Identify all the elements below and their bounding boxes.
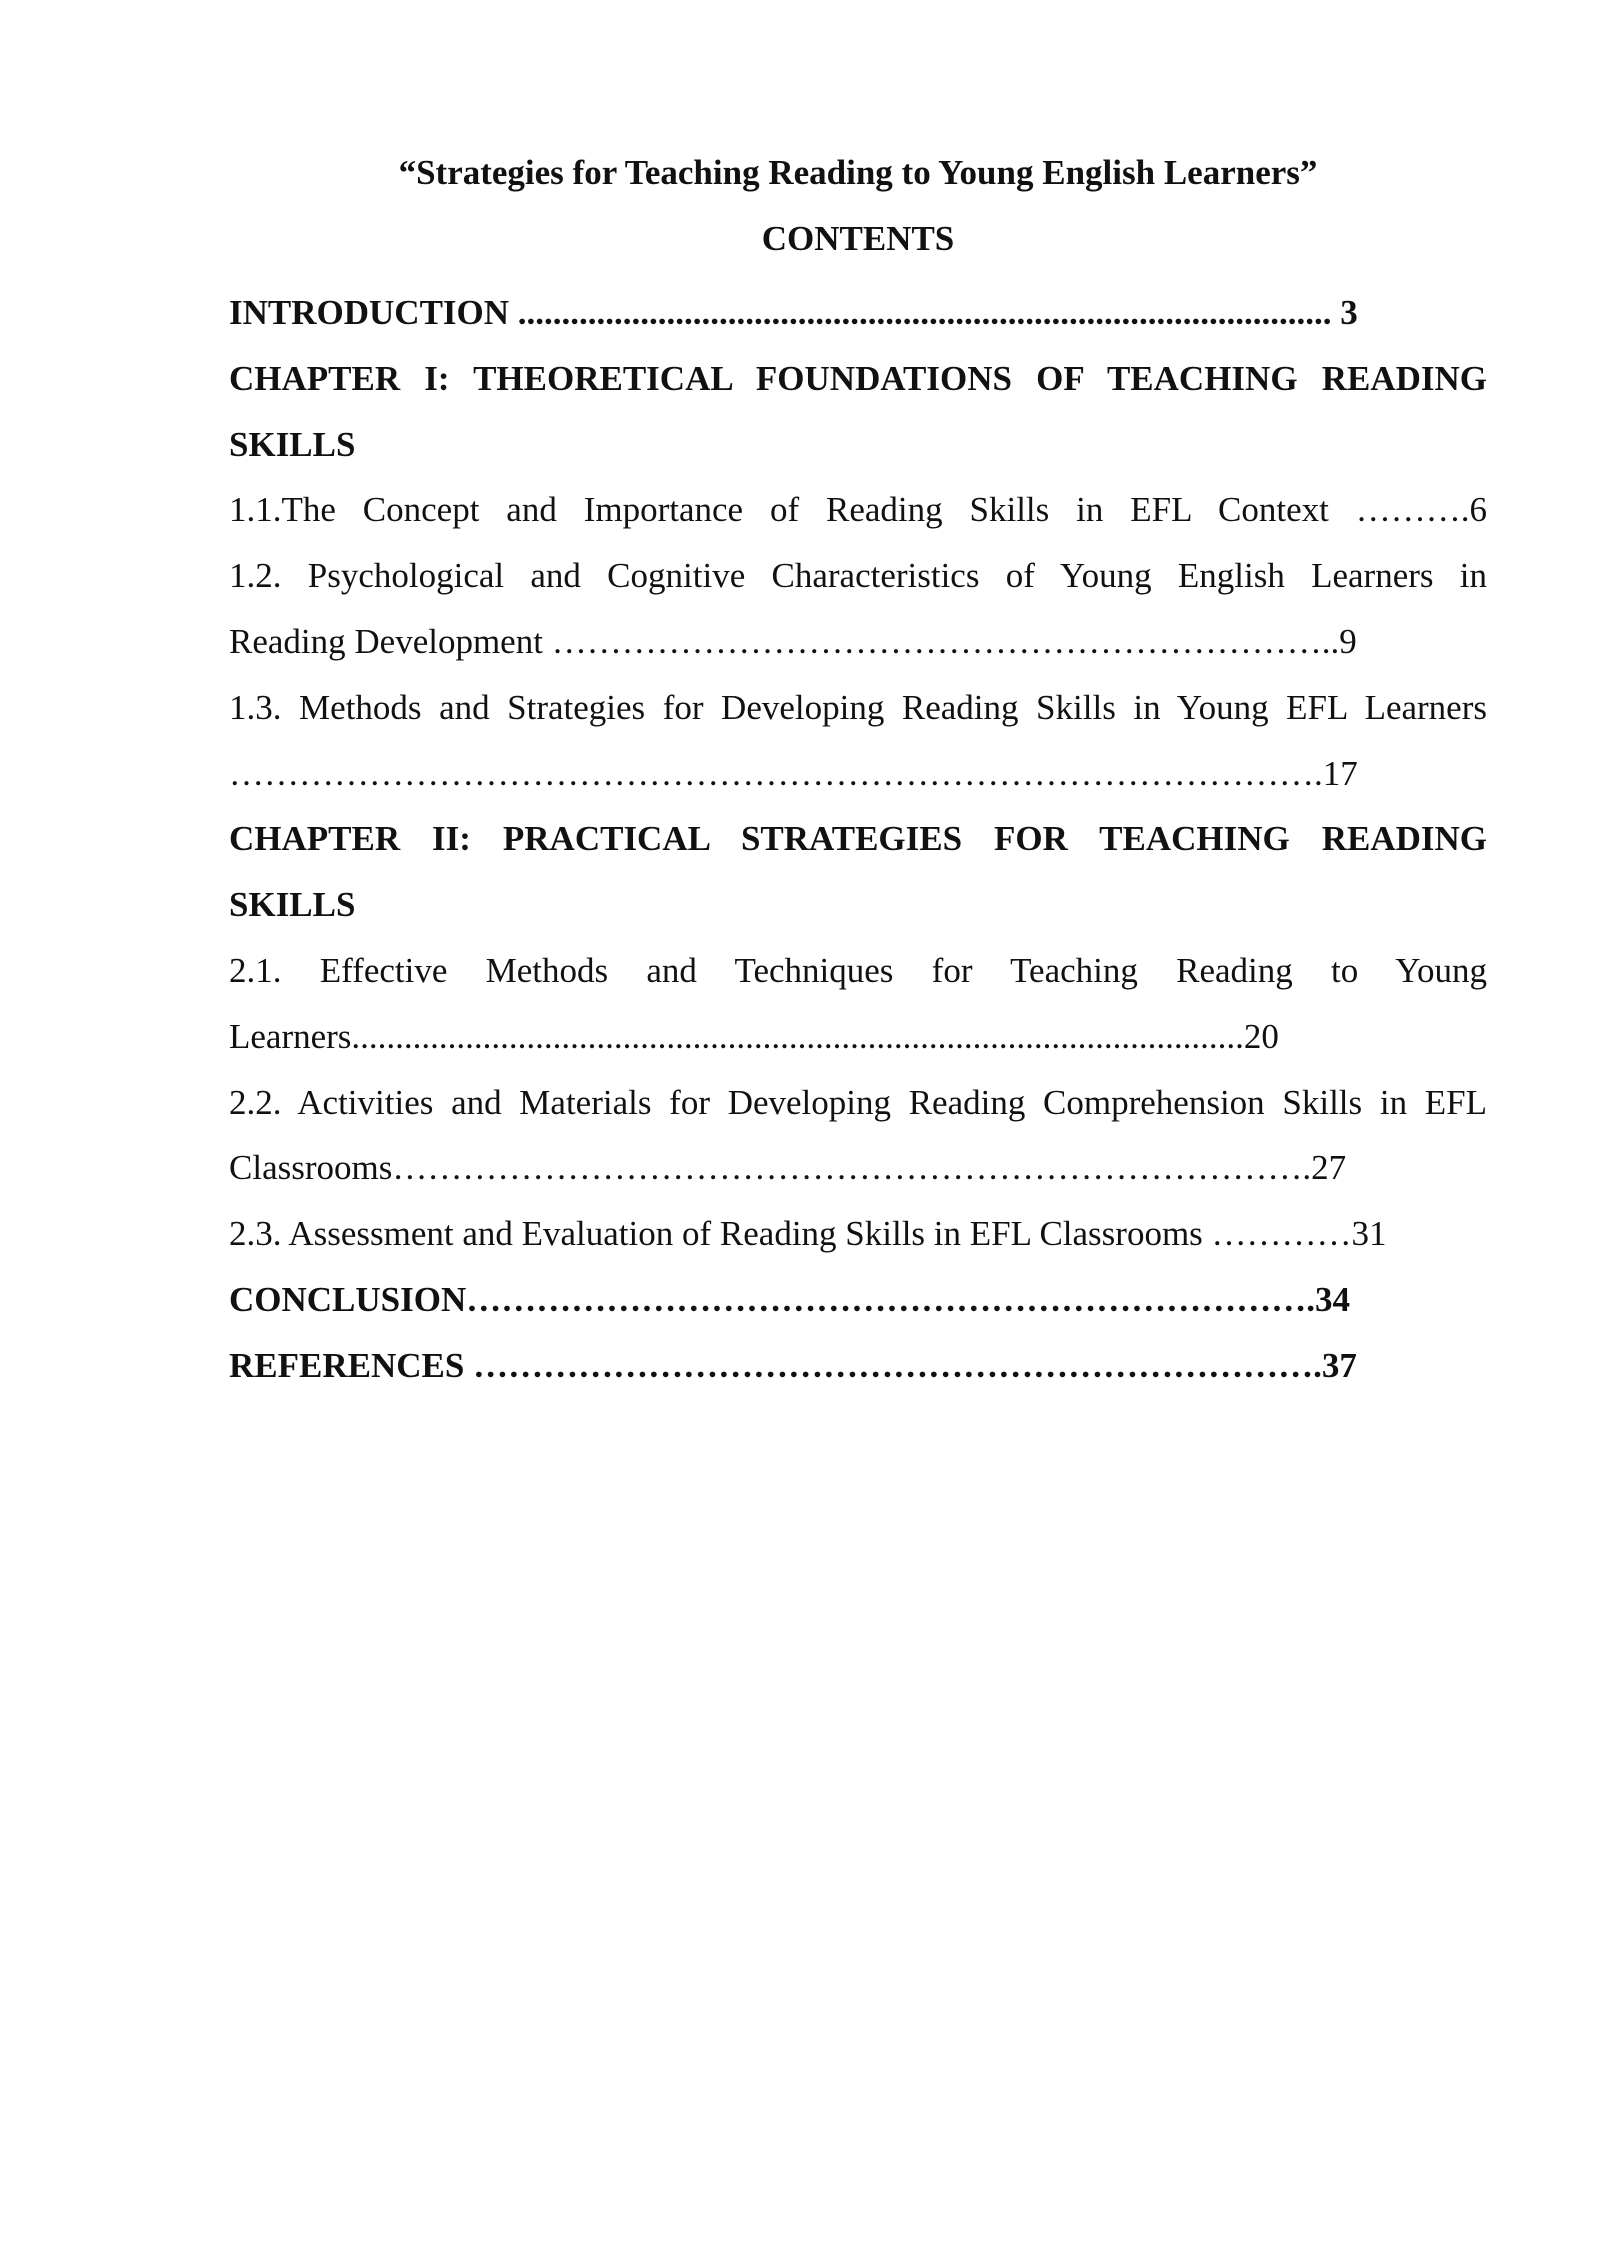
toc-entry-2-1[interactable]: [229, 938, 1487, 1070]
toc-entry-chapter-2[interactable]: [229, 806, 1487, 938]
toc-entry-references[interactable]: [229, 1333, 1487, 1399]
toc-entry-2-2[interactable]: [229, 1070, 1487, 1202]
toc-entry-2-2-line-2: Classrooms…………………………………………………………………….27: [229, 1148, 1347, 1188]
toc-entry-conclusion-text: CONCLUSION……………………………………………………………….34: [229, 1279, 1351, 1319]
toc-entry-introduction[interactable]: [229, 280, 1487, 346]
toc-entry-chapter-2-line-1: CHAPTER II: PRACTICAL STRATEGIES FOR TEACHING READING: [229, 819, 1487, 859]
toc-entry-1-2[interactable]: [229, 543, 1487, 675]
toc-entry-chapter-2-line-2: SKILLS: [229, 885, 356, 925]
toc-entry-chapter-1-line-1: CHAPTER I: THEORETICAL FOUNDATIONS OF TEACHING READING: [229, 358, 1487, 398]
toc-entry-1-3-line-1: 1.3. Methods and Strategies for Developing Reading Skills in Young EFL Learners: [229, 687, 1487, 727]
toc-entry-1-1-text: 1.1.The Concept and Importance of Reading Skills in EFL Context ……….6: [229, 490, 1487, 530]
toc-entry-2-3[interactable]: [229, 1201, 1487, 1267]
toc-entry-chapter-1[interactable]: [229, 346, 1487, 478]
toc-entry-1-3-line-2: ………………………………………………………………………………….17: [229, 753, 1358, 793]
document-page: [229, 0, 1487, 2262]
document-title: “Strategies for Teaching Reading to Young English Learners”: [398, 153, 1318, 192]
toc-entry-2-1-line-2: Learners......................................................................................................20: [229, 1016, 1279, 1056]
contents-heading: CONTENTS: [761, 219, 955, 258]
toc-entry-1-2-line-2: Reading Development …………………………………………………………..9: [229, 621, 1357, 661]
table-of-contents: [229, 280, 1487, 1399]
toc-entry-1-2-line-1: 1.2. Psychological and Cognitive Characteristics of Young English Learners in: [229, 556, 1487, 596]
toc-entry-chapter-1-line-2: SKILLS: [229, 424, 356, 464]
toc-entry-references-text: REFERENCES ……………………………………………………………….37: [229, 1345, 1357, 1385]
toc-entry-conclusion[interactable]: [229, 1267, 1487, 1333]
toc-entry-2-3-text: 2.3. Assessment and Evaluation of Reading Skills in EFL Classrooms …………31: [229, 1214, 1387, 1254]
toc-entry-2-1-line-1: 2.1. Effective Methods and Techniques for Teaching Reading to Young: [229, 950, 1487, 990]
toc-entry-introduction-text: INTRODUCTION ............................................................................................. 3: [229, 293, 1358, 332]
toc-entry-1-3[interactable]: [229, 675, 1487, 807]
toc-entry-1-1[interactable]: [229, 477, 1487, 543]
toc-entry-2-2-line-1: 2.2. Activities and Materials for Developing Reading Comprehension Skills in EFL: [229, 1082, 1487, 1122]
